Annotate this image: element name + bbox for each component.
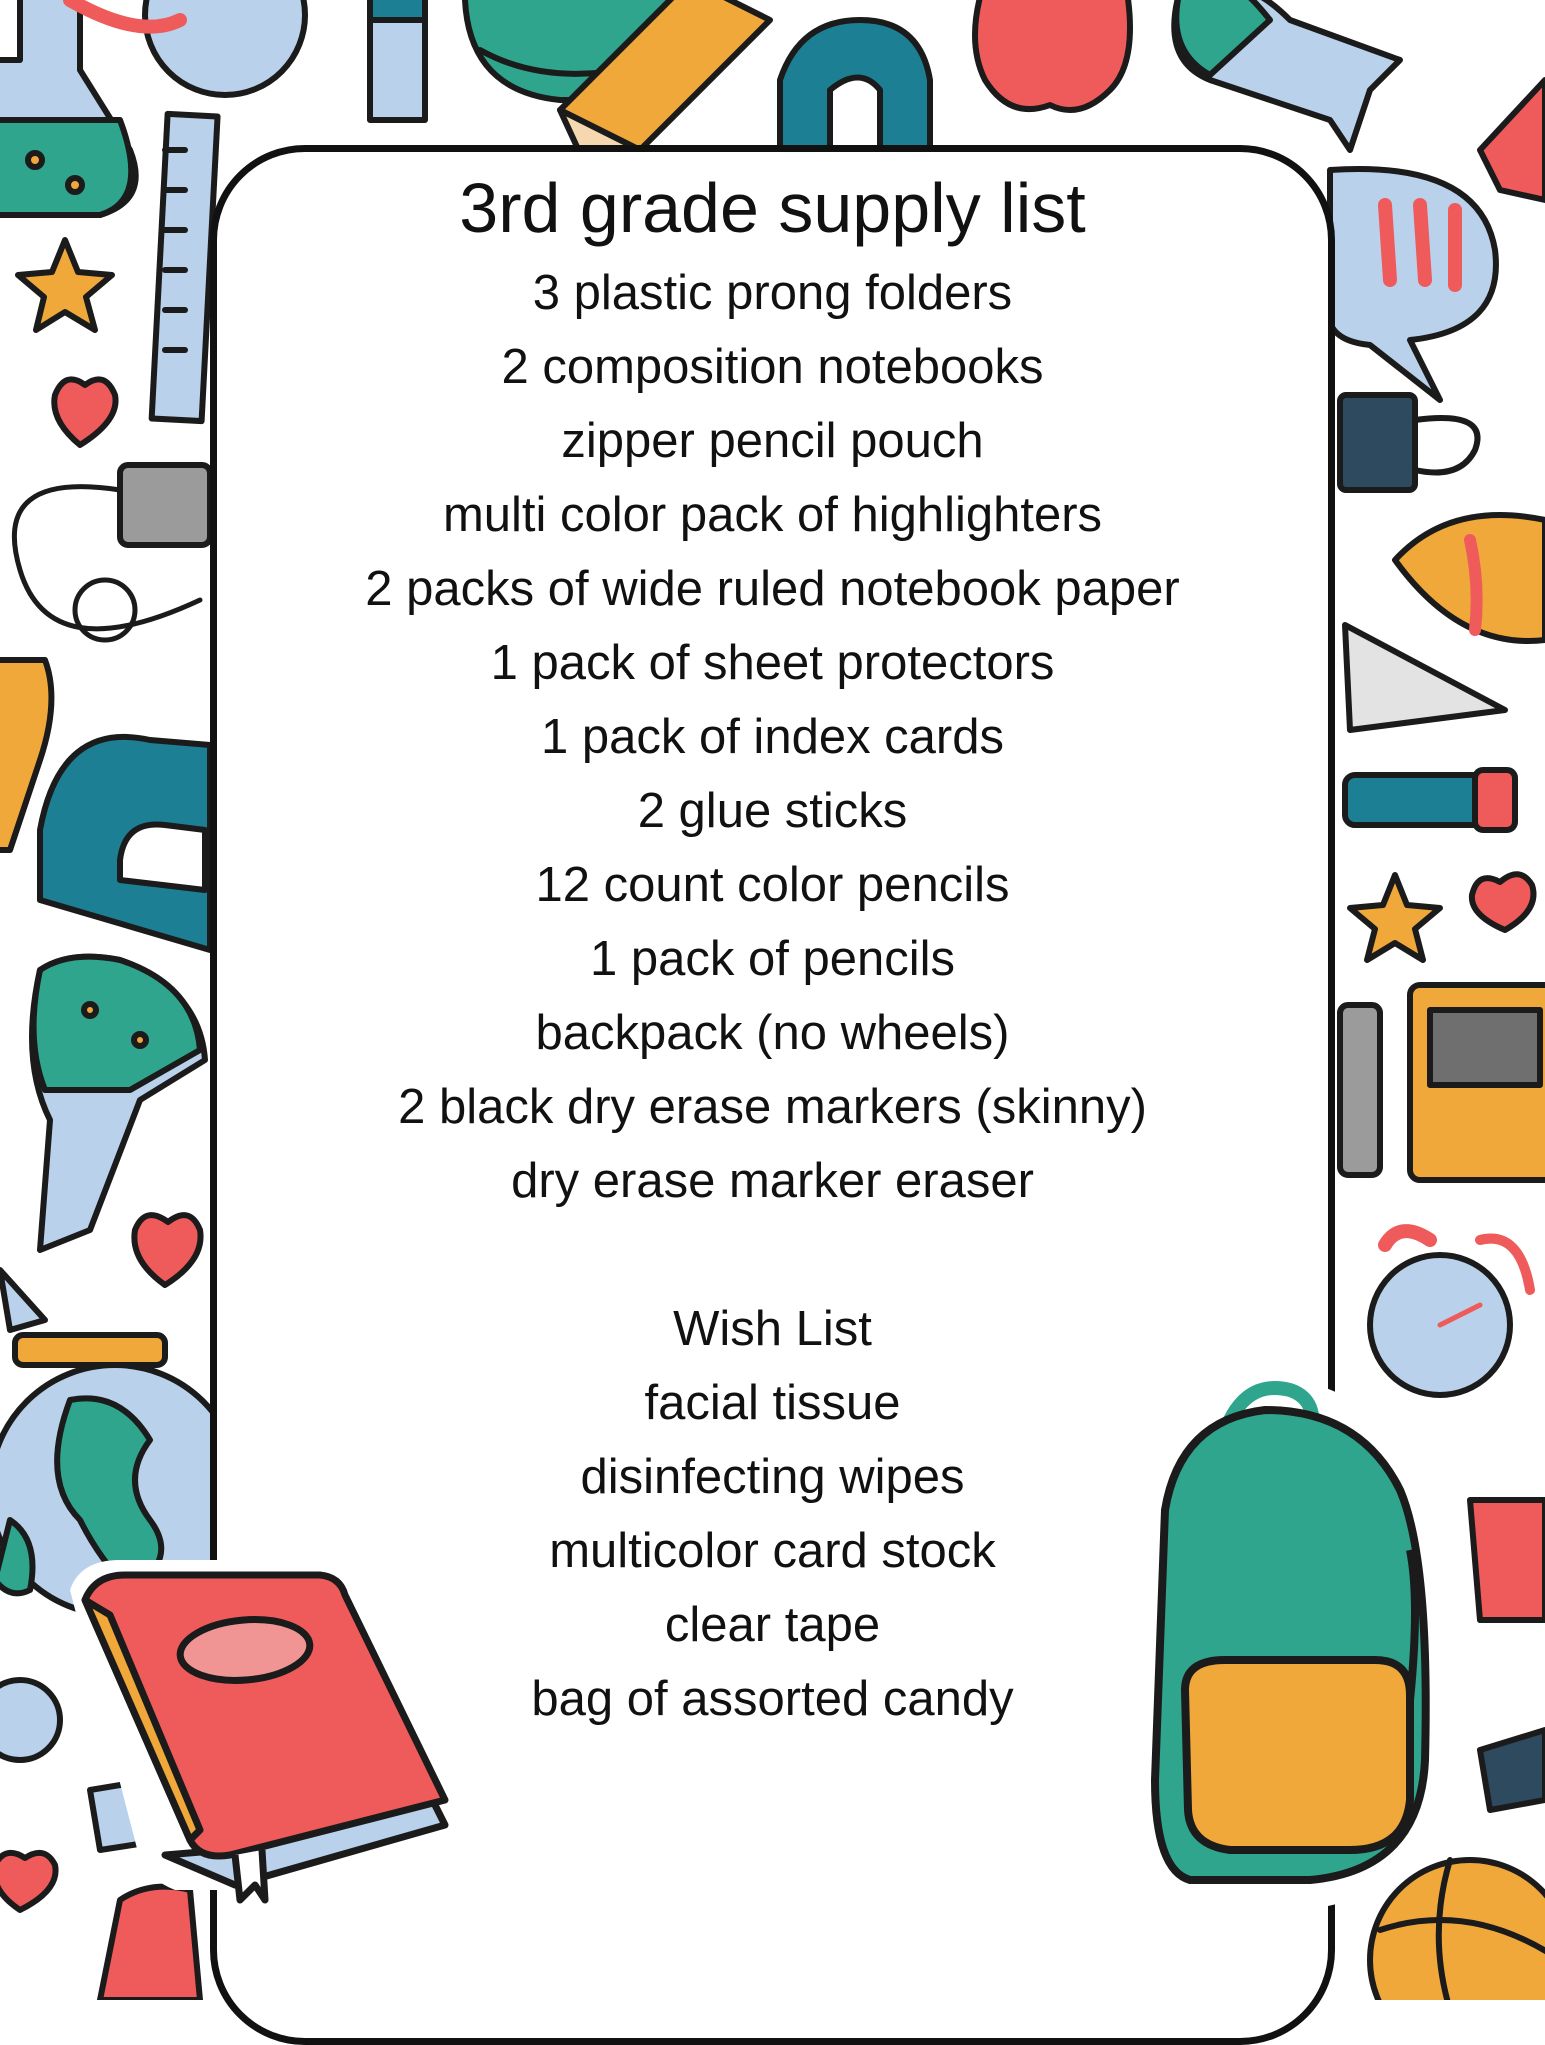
supply-item: 1 pack of sheet protectors <box>490 636 1055 690</box>
supply-list-content <box>210 168 1335 1736</box>
magnet-icon <box>780 20 930 150</box>
flask-icon <box>1174 0 1400 150</box>
supply-item: 2 black dry erase markers (skinny) <box>398 1080 1147 1134</box>
star-icon <box>18 240 112 330</box>
protractor-icon <box>40 737 210 950</box>
supply-item: 2 composition notebooks <box>501 340 1044 394</box>
supply-item: 1 pack of pencils <box>590 932 955 986</box>
globe-stand-icon <box>15 1335 165 1365</box>
supply-item: 12 count color pencils <box>535 858 1010 912</box>
supply-item: dry erase marker eraser <box>511 1154 1034 1208</box>
heart-icon <box>134 1215 200 1285</box>
star-icon <box>1350 875 1440 960</box>
heart-icon <box>1472 874 1534 930</box>
marker-icon <box>1345 770 1515 830</box>
wish-list-item: disinfecting wipes <box>580 1450 965 1504</box>
basketball-icon <box>1370 1860 1545 2000</box>
football-icon <box>1395 515 1545 641</box>
wish-list-item: clear tape <box>664 1598 881 1652</box>
heart-icon <box>54 379 115 445</box>
ruler-icon <box>152 114 218 421</box>
supply-item: 2 glue sticks <box>637 784 908 838</box>
pencil-icon <box>370 0 425 120</box>
heart-icon <box>0 1853 56 1910</box>
speech-bubble-icon <box>1328 169 1496 400</box>
supply-item: 2 packs of wide ruled notebook paper <box>365 562 1180 616</box>
calculator-icon <box>1410 985 1545 1180</box>
page-title: 3rd grade supply list <box>459 169 1086 247</box>
supply-item: multi color pack of highlighters <box>442 488 1103 542</box>
supply-item: backpack (no wheels) <box>535 1006 1010 1060</box>
wish-list-item: multicolor card stock <box>549 1524 996 1578</box>
supply-item: zipper pencil pouch <box>561 414 984 468</box>
wish-list <box>210 1366 1335 1736</box>
supply-items-list <box>210 256 1335 1218</box>
apple-icon <box>975 0 1130 110</box>
wish-list-item: bag of assorted candy <box>531 1672 1014 1726</box>
paper-plane-icon <box>1345 625 1505 730</box>
pencil-icon <box>1480 80 1545 200</box>
flask-icon <box>0 0 136 215</box>
supply-item: 3 plastic prong folders <box>532 266 1013 320</box>
clock-icon <box>145 0 305 95</box>
alarm-clock-icon <box>1370 1231 1530 1395</box>
wish-list-item: facial tissue <box>644 1376 901 1430</box>
globe-icon <box>0 1365 240 1615</box>
supply-item: 1 pack of index cards <box>540 710 1005 764</box>
flask-icon <box>32 957 205 1250</box>
binder-clip-icon <box>1340 395 1478 490</box>
wish-list-title: Wish List <box>673 1302 872 1356</box>
earphones-icon <box>14 465 210 640</box>
